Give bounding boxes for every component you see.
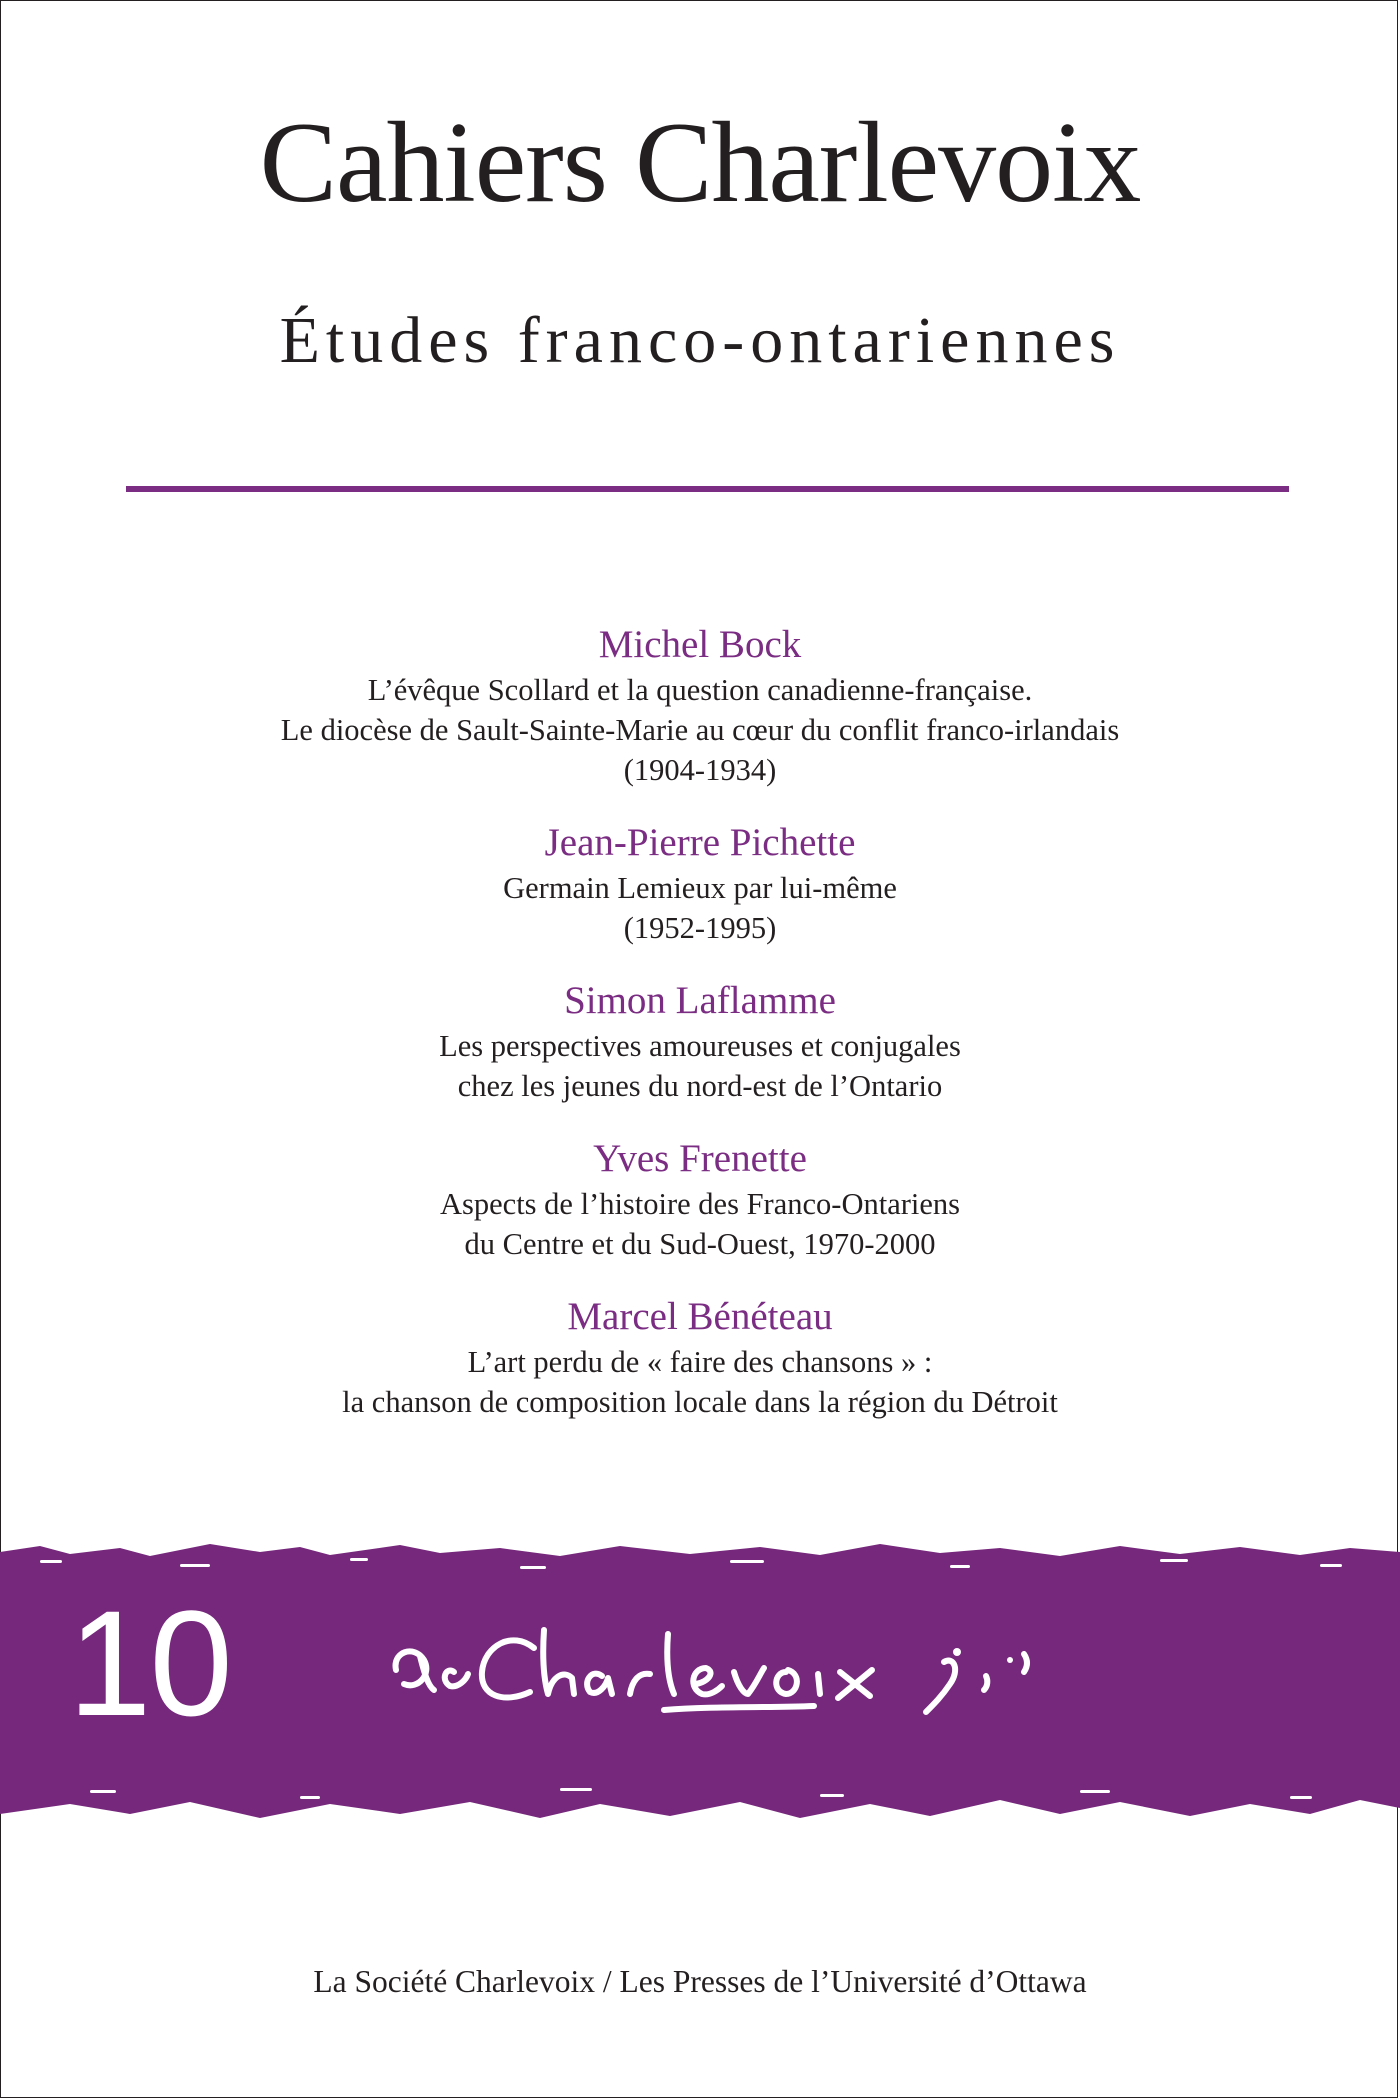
entry-title-line: Les perspectives amoureuses et conjugales (439, 1029, 961, 1063)
toc-entry (0, 820, 1400, 948)
entry-title-line: la chanson de composition locale dans la région du Détroit (342, 1385, 1058, 1419)
entry-title-line: chez les jeunes du nord-est de l’Ontario (457, 1069, 943, 1103)
entry-title-line: du Centre et du Sud-Ouest, 1970-2000 (464, 1227, 936, 1261)
entry-title-line: Le diocèse de Sault-Sainte-Marie au cœur du conflit franco-irlandais (280, 713, 1120, 747)
entry-title-line: Germain Lemieux par lui-même (503, 871, 897, 905)
toc-entry (0, 622, 1400, 790)
entry-author: Jean-Pierre Pichette (544, 821, 856, 864)
journal-title: Cahiers Charlevoix (259, 99, 1141, 227)
toc-entry (0, 1294, 1400, 1422)
entry-title-line: L’art perdu de « faire des chansons » : (467, 1345, 933, 1379)
toc-entry (0, 978, 1400, 1106)
entry-author: Marcel Bénéteau (567, 1295, 833, 1338)
toc-entry (0, 1136, 1400, 1264)
table-of-contents (0, 622, 1400, 1452)
entry-author: Simon Laflamme (564, 979, 836, 1022)
entry-title-line: L’évêque Scollard et la question canadienne-française. (367, 673, 1033, 707)
publisher-line: La Société Charlevoix / Les Presses de l’Université d’Ottawa (313, 1964, 1087, 1999)
entry-author: Michel Bock (598, 623, 802, 666)
charlevoix-signature (384, 1600, 1284, 1730)
issue-number: 10 (68, 1579, 231, 1747)
entry-title-line: Aspects de l’histoire des Franco-Ontariens (439, 1187, 961, 1221)
journal-subtitle: Études franco-ontariennes (279, 304, 1121, 377)
title-divider (126, 486, 1289, 492)
entry-title-line: (1904-1934) (623, 753, 777, 787)
entry-author: Yves Frenette (593, 1137, 807, 1180)
entry-title-line: (1952-1995) (623, 911, 777, 945)
